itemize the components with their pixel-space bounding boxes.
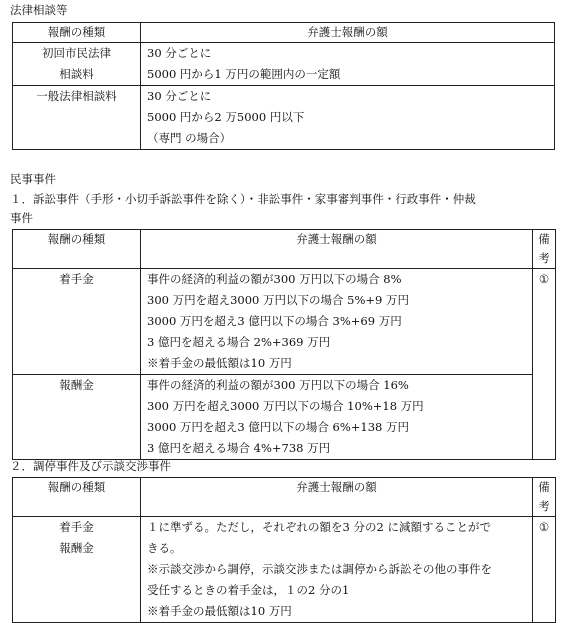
fee-amount-line: 5000 円から2 万5000 円以下 (147, 110, 305, 124)
fee-amount-cell (141, 86, 555, 150)
table-row (13, 86, 555, 150)
note-mark: ① (538, 272, 550, 286)
litigation-fee-table (12, 229, 556, 460)
fee-type-line: 報酬金 (59, 378, 94, 392)
fee-type-cell (13, 517, 141, 623)
header-fee-type: 報酬の種類 (13, 230, 141, 269)
fee-amount-line: 3 億円を超える場合 4%+738 万円 (147, 441, 331, 455)
fee-type-cell (13, 375, 141, 460)
fee-amount-line: 3000 万円を超え3 億円以下の場合 6%+138 万円 (147, 420, 410, 434)
fee-amount-line: ※示談交渉から調停，示談交渉または調停から訴訟その他の事件を (147, 562, 492, 576)
subsection-title-litigation: １．訴訟事件（手形・小切手訴訟事件を除く）・非訟事件・家事審判事件・行政事件・仲裁 (10, 192, 476, 206)
header-fee-type: 報酬の種類 (13, 23, 141, 43)
fee-amount-cell (141, 375, 533, 460)
notes-cell (533, 269, 556, 460)
section-title-civil-cases: 民事事件 (10, 172, 56, 186)
fee-amount-line: 30 分ごとに (147, 89, 212, 103)
subsection-title-mediation: ２．調停事件及び示談交渉事件 (10, 459, 171, 473)
fee-amount-line: きる。 (147, 541, 182, 555)
fee-amount-cell (141, 43, 555, 86)
fee-amount-line: １に準ずる。ただし，それぞれの額を3 分の2 に減額することがで (147, 520, 491, 534)
fee-amount-line: 300 万円を超え3000 万円以下の場合 10%+18 万円 (147, 399, 424, 413)
fee-type-line: 着手金 (59, 520, 94, 534)
fee-type-line: 一般法律相談料 (36, 89, 117, 103)
mediation-fee-table (12, 477, 556, 623)
fee-amount-line: ※着手金の最低額は10 万円 (147, 356, 292, 370)
fee-amount-line: 事件の経済的利益の額が300 万円以下の場合 16% (147, 378, 409, 392)
fee-amount-line: 受任するときの着手金は，１の2 分の1 (147, 583, 350, 597)
header-fee-amount: 弁護士報酬の額 (141, 478, 533, 517)
fee-type-cell (13, 43, 141, 86)
header-notes: 備考 (533, 230, 556, 269)
fee-type-line: 着手金 (59, 272, 94, 286)
table-row (13, 43, 555, 86)
fee-amount-line: 300 万円を超え3000 万円以下の場合 5%+9 万円 (147, 293, 410, 307)
section-title-legal-consultation: 法律相談等 (10, 3, 68, 17)
fee-amount-cell (141, 517, 533, 623)
fee-type-line: 報酬金 (59, 541, 94, 555)
table-row (13, 517, 556, 623)
fee-amount-cell (141, 269, 533, 375)
table-header-row (13, 23, 555, 43)
header-fee-amount: 弁護士報酬の額 (141, 23, 555, 43)
fee-type-cell (13, 86, 141, 150)
fee-type-line: 相談料 (59, 67, 94, 81)
fee-amount-line: 3 億円を超える場合 2%+369 万円 (147, 335, 331, 349)
fee-amount-line: 3000 万円を超え3 億円以下の場合 3%+69 万円 (147, 314, 402, 328)
fee-amount-line: 5000 円から1 万円の範囲内の一定額 (147, 67, 341, 81)
table-header-row (13, 230, 556, 269)
note-mark: ① (538, 520, 550, 534)
fee-type-line: 初回市民法律 (42, 46, 111, 60)
header-notes: 備考 (533, 478, 556, 517)
header-fee-amount: 弁護士報酬の額 (141, 230, 533, 269)
fee-amount-line: ※着手金の最低額は10 万円 (147, 604, 292, 618)
fee-amount-line: 30 分ごとに (147, 46, 212, 60)
fee-type-cell (13, 269, 141, 375)
table-row (13, 269, 556, 375)
fee-amount-line: （専門 の場合） (147, 131, 232, 145)
notes-cell (533, 517, 556, 623)
header-fee-type: 報酬の種類 (13, 478, 141, 517)
consultation-fee-table (12, 22, 555, 150)
subsection-title-litigation-cont: 事件 (10, 211, 33, 225)
fee-amount-line: 事件の経済的利益の額が300 万円以下の場合 8% (147, 272, 402, 286)
table-row (13, 375, 556, 460)
table-header-row (13, 478, 556, 517)
